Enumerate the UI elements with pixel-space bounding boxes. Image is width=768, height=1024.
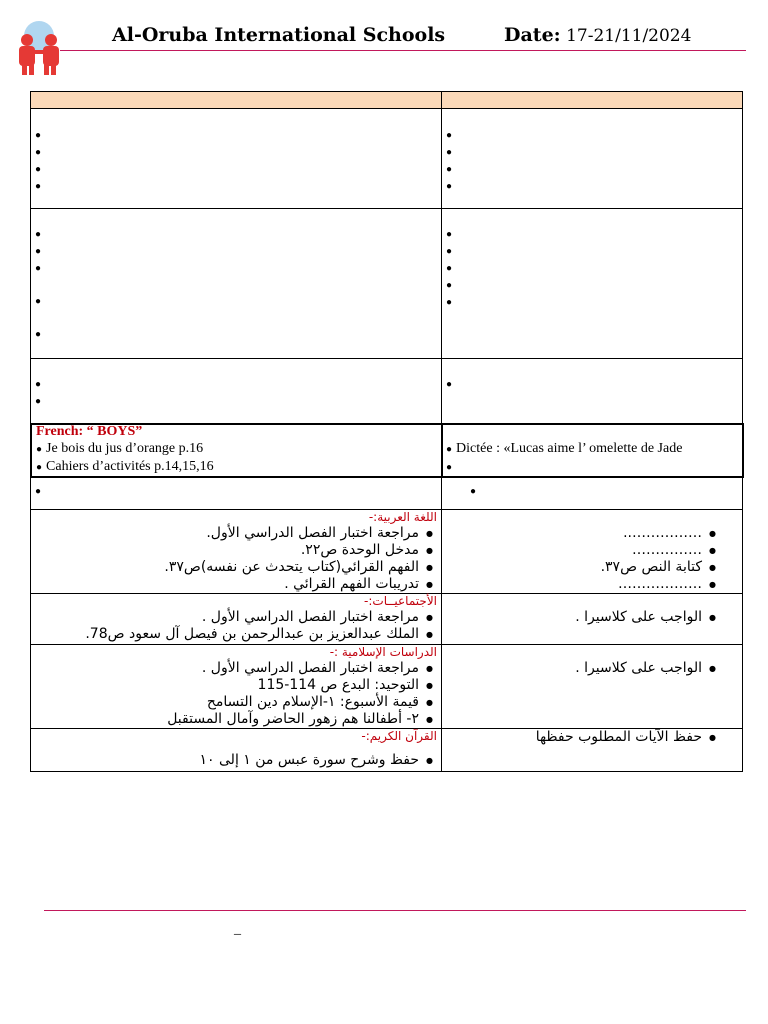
arabic-item: ● تدريبات الفهم القرائي . — [35, 576, 437, 593]
subject-row-2 — [31, 209, 743, 359]
row1-left — [31, 109, 442, 209]
social-item: ● مراجعة اختبار الفصل الدراسي الأول . — [35, 609, 437, 626]
empty-bullet — [35, 126, 437, 143]
social-homework — [442, 594, 743, 645]
islamic-item: ● التوحيد: البدع ص 114-115 — [35, 677, 437, 694]
islamic-homework-item: ● الواجب على كلاسيرا . — [446, 660, 720, 677]
empty-bullet — [446, 225, 738, 242]
french-homework: ● Dictée : «Lucas aime l’ omelette de Jade — [446, 440, 738, 458]
empty-bullet — [470, 477, 738, 505]
table-header-row — [31, 92, 743, 109]
row5-right — [442, 477, 743, 510]
arabic-item: ● مدخل الوحدة ص٢٢. — [35, 542, 437, 559]
subject-row-5 — [31, 477, 743, 510]
row5-left — [31, 477, 442, 510]
empty-bullet — [35, 477, 437, 505]
school-logo — [14, 18, 64, 76]
empty-bullet — [35, 225, 437, 242]
empty-bullet — [35, 143, 437, 160]
islamic-lessons — [31, 645, 442, 729]
date-label: Date: — [504, 24, 561, 46]
quran-homework-item: ● حفظ الآيات المطلوب حفظها — [446, 729, 720, 746]
school-name: Al-Oruba International Schools — [112, 24, 446, 46]
french-title: French: “ BOYS” — [36, 424, 143, 439]
quran-row — [31, 729, 743, 772]
empty-bullet — [446, 242, 738, 259]
social-lessons — [31, 594, 442, 645]
header-divider — [60, 50, 746, 51]
row2-right — [442, 209, 743, 359]
arabic-item: ● مراجعة اختبار الفصل الدراسي الأول. — [35, 525, 437, 542]
arabic-item: ● الفهم القرائي(كتاب يتحدث عن نفسه)ص٣٧. — [35, 559, 437, 576]
arabic-homework-item: ● …………… — [446, 542, 720, 559]
islamic-item: ● مراجعة اختبار الفصل الدراسي الأول . — [35, 660, 437, 677]
arabic-row — [31, 510, 743, 594]
arabic-homework — [442, 510, 743, 594]
arabic-homework-item: ● …………….. — [446, 525, 720, 542]
row3-left — [31, 359, 442, 424]
empty-bullet — [446, 126, 738, 143]
islamic-item: ● قيمة الأسبوع: ١-الإسلام دين التسامح — [35, 694, 437, 711]
header-cell-left — [31, 92, 442, 109]
social-row — [31, 594, 743, 645]
empty-bullet — [446, 276, 738, 293]
empty-bullet — [446, 177, 738, 194]
social-item: ● الملك عبدالعزيز بن عبدالرحمن بن فيصل آل سعود ص78. — [35, 626, 437, 643]
islamic-homework — [442, 645, 743, 729]
islamic-title: الدراسات الإسلامية :- — [329, 645, 437, 659]
date — [504, 24, 691, 46]
empty-bullet — [35, 242, 437, 259]
footer-divider — [44, 910, 746, 911]
french-homework — [446, 458, 738, 476]
date-value: 17-21/11/2024 — [566, 26, 692, 46]
arabic-lessons — [31, 510, 442, 594]
french-item: ● Cahiers d’activités p.14,15,16 — [36, 458, 437, 476]
islamic-row — [31, 645, 743, 729]
empty-bullet — [446, 160, 738, 177]
arabic-homework-item: ● كتابة النص ص٣٧. — [446, 559, 720, 576]
empty-bullet — [446, 143, 738, 160]
quran-lessons — [31, 729, 442, 772]
subject-row-3 — [31, 359, 743, 424]
empty-bullet — [35, 325, 437, 342]
header-cell-right — [442, 92, 743, 109]
social-title: الأجتماعيــات:- — [364, 594, 437, 608]
french-row — [31, 424, 743, 477]
row1-right — [442, 109, 743, 209]
empty-bullet — [35, 160, 437, 177]
french-right — [442, 424, 743, 477]
footer-dash: _ — [234, 922, 241, 937]
empty-bullet — [35, 375, 437, 392]
quran-homework — [442, 729, 743, 772]
quran-title: القرآن الكريم:- — [361, 729, 437, 743]
arabic-title: اللغة العربية:- — [368, 510, 437, 524]
subject-row-1 — [31, 109, 743, 209]
quran-item: ● حفظ وشرح سورة عبس من ١ إلى ١٠ — [35, 752, 437, 769]
row3-right — [442, 359, 743, 424]
social-homework-item: ● الواجب على كلاسيرا . — [446, 609, 720, 626]
empty-bullet — [446, 375, 738, 392]
empty-bullet — [35, 292, 437, 309]
arabic-homework-item: ● ……………… — [446, 576, 720, 593]
french-left — [31, 424, 442, 477]
weekly-plan-table — [30, 91, 743, 772]
empty-bullet — [35, 177, 437, 194]
empty-bullet — [446, 259, 738, 276]
row2-left — [31, 209, 442, 359]
empty-bullet — [35, 392, 437, 409]
empty-bullet — [35, 259, 437, 276]
empty-bullet — [446, 293, 738, 310]
french-item: ● Je bois du jus d’orange p.16 — [36, 440, 437, 458]
islamic-item: ● ٢- أطفالنا هم زهور الحاضر وآمال المستقبل — [35, 711, 437, 728]
